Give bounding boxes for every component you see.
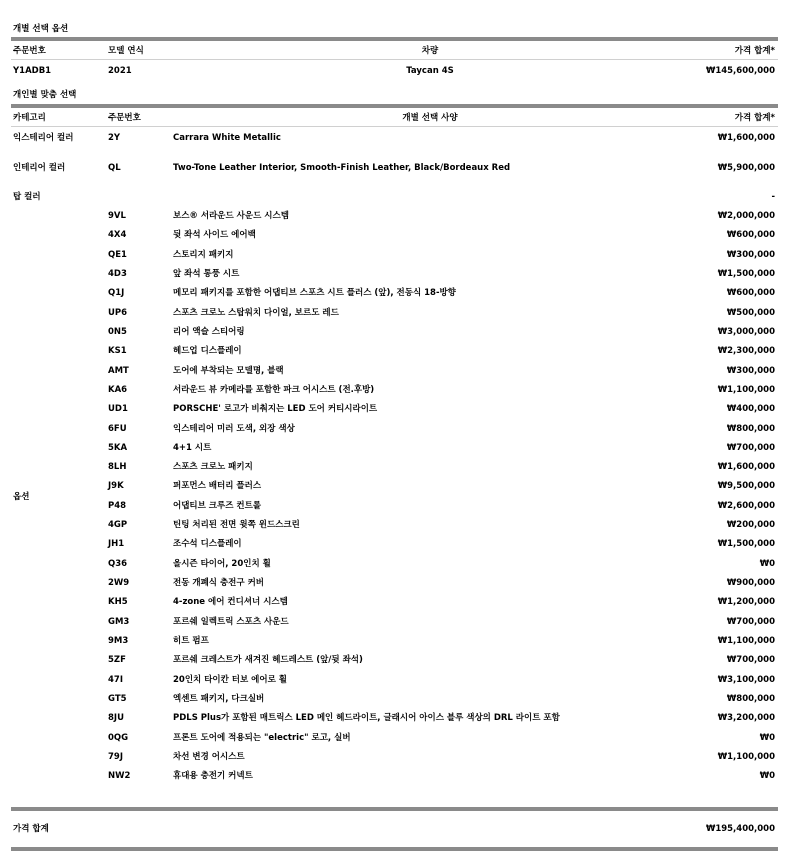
option-price: ₩3,200,000 xyxy=(717,713,775,723)
option-description: 메모리 패키지를 포함한 어댑티브 스포츠 시트 플러스 (앞), 전동식 18-방향 xyxy=(173,288,456,298)
grand-total-label: 가격 합계 xyxy=(13,824,49,834)
option-price: ₩400,000 xyxy=(726,404,775,414)
section-title-personal-choice: 개인별 맞춤 선택 xyxy=(13,90,77,100)
category-options: 옵션 xyxy=(13,492,30,502)
option-price: ₩1,600,000 xyxy=(717,462,775,472)
grand-total-value: ₩195,400,000 xyxy=(705,824,775,834)
option-row xyxy=(0,616,800,635)
option-price: ₩500,000 xyxy=(726,308,775,318)
header-order-no: 주문번호 xyxy=(108,113,141,123)
option-description: 도어에 부착되는 모델명, 블랙 xyxy=(173,366,284,376)
option-description: 서라운드 뷰 카메라를 포함한 파크 어시스트 (전.후방) xyxy=(173,385,375,395)
option-code: 5ZF xyxy=(108,655,126,665)
header-vehicle: 차량 xyxy=(421,46,439,56)
option-description: 조수석 디스플레이 xyxy=(173,539,242,549)
option-price: ₩800,000 xyxy=(726,424,775,434)
option-row xyxy=(0,538,800,557)
option-price: ₩1,200,000 xyxy=(717,597,775,607)
option-code: QE1 xyxy=(108,250,127,260)
option-code: UD1 xyxy=(108,404,128,414)
header-option: 개별 선택 사양 xyxy=(402,113,458,123)
option-code: GT5 xyxy=(108,694,127,704)
option-description: 퍼포먼스 배터리 플러스 xyxy=(173,481,262,491)
option-code: 4X4 xyxy=(108,230,127,240)
option-row xyxy=(0,210,800,229)
option-row xyxy=(0,345,800,364)
option-price: ₩0 xyxy=(759,733,775,743)
option-code: Q1J xyxy=(108,288,125,298)
option-row xyxy=(0,268,800,287)
option-description: 휴대용 충전기 커넥트 xyxy=(173,771,253,781)
option-row xyxy=(0,229,800,248)
option-code: 9M3 xyxy=(108,636,129,646)
option-code: GM3 xyxy=(108,617,130,627)
option-code: J9K xyxy=(108,481,124,491)
option-row xyxy=(0,693,800,712)
option-price: ₩600,000 xyxy=(726,230,775,240)
option-price: ₩900,000 xyxy=(726,578,775,588)
option-description: 차선 변경 어시스트 xyxy=(173,752,245,762)
option-price: ₩1,600,000 xyxy=(717,133,775,143)
header-order-no: 주문번호 xyxy=(13,46,46,56)
model-year: 2021 xyxy=(108,66,132,76)
header-total: 가격 합계* xyxy=(734,113,775,123)
option-description: Two-Tone Leather Interior, Smooth-Finish Leather, Black/Bordeaux Red xyxy=(173,163,511,173)
option-description: 스토리지 패키지 xyxy=(173,250,234,260)
option-price: ₩3,100,000 xyxy=(717,675,775,685)
option-row xyxy=(0,307,800,326)
option-row xyxy=(0,519,800,538)
option-row xyxy=(0,751,800,770)
option-description: 앞 좌석 통풍 시트 xyxy=(173,269,240,279)
option-price: ₩300,000 xyxy=(726,366,775,376)
option-price: ₩300,000 xyxy=(726,250,775,260)
option-code: JH1 xyxy=(108,539,125,549)
option-row xyxy=(0,732,800,751)
option-description: 4+1 시트 xyxy=(173,443,212,453)
option-row xyxy=(0,712,800,731)
option-row xyxy=(0,384,800,403)
option-price: ₩800,000 xyxy=(726,694,775,704)
option-code: NW2 xyxy=(108,771,131,781)
option-row xyxy=(0,558,800,577)
option-price: ₩600,000 xyxy=(726,288,775,298)
option-description: 헤드업 디스플레이 xyxy=(173,346,242,356)
option-code: 0QG xyxy=(108,733,129,743)
option-description: 어댑티브 크루즈 컨트롤 xyxy=(173,501,262,511)
option-code: QL xyxy=(108,163,121,173)
option-row xyxy=(0,770,800,789)
option-price: ₩2,600,000 xyxy=(717,501,775,511)
option-row xyxy=(0,635,800,654)
option-price: ₩1,100,000 xyxy=(717,385,775,395)
option-row xyxy=(0,461,800,480)
option-code: 8LH xyxy=(108,462,127,472)
option-code: P48 xyxy=(108,501,127,511)
option-price: ₩2,000,000 xyxy=(717,211,775,221)
option-code: UP6 xyxy=(108,308,128,318)
option-code: 5KA xyxy=(108,443,128,453)
option-code: KA6 xyxy=(108,385,128,395)
option-price: ₩2,300,000 xyxy=(717,346,775,356)
option-code: AMT xyxy=(108,366,129,376)
option-price: ₩1,100,000 xyxy=(717,752,775,762)
option-code: KH5 xyxy=(108,597,128,607)
option-price: ₩700,000 xyxy=(726,443,775,453)
option-description: 보스® 서라운드 사운드 시스템 xyxy=(173,211,289,221)
option-price: ₩5,900,000 xyxy=(717,163,775,173)
option-description: 히트 펌프 xyxy=(173,636,209,646)
option-code: 79J xyxy=(108,752,123,762)
option-description: 20인치 타이칸 터보 에어로 휠 xyxy=(173,675,287,685)
option-code: 2Y xyxy=(108,133,121,143)
option-price: ₩1,100,000 xyxy=(717,636,775,646)
vehicle-name: Taycan 4S xyxy=(406,66,454,76)
vehicle-price: ₩145,600,000 xyxy=(705,66,775,76)
option-row xyxy=(0,577,800,596)
option-price: ₩700,000 xyxy=(726,617,775,627)
option-code: Q36 xyxy=(108,559,128,569)
option-row xyxy=(0,403,800,422)
option-description: Carrara White Metallic xyxy=(173,133,281,143)
option-row xyxy=(0,249,800,268)
option-description: 포르쉐 크레스트가 새겨진 헤드레스트 (앞/뒷 좌석) xyxy=(173,655,363,665)
option-description: 올시즌 타이어, 20인치 휠 xyxy=(173,559,271,569)
option-price: ₩0 xyxy=(759,559,775,569)
total-divider-top xyxy=(11,807,778,811)
option-description: 프론트 도어에 적용되는 "electric" 로고, 실버 xyxy=(173,733,351,743)
option-row xyxy=(0,500,800,519)
option-row xyxy=(0,596,800,615)
option-price: ₩0 xyxy=(759,771,775,781)
header-total: 가격 합계* xyxy=(734,46,775,56)
option-description: 전동 개폐식 충전구 커버 xyxy=(173,578,264,588)
section-divider xyxy=(11,104,778,108)
option-price: - xyxy=(771,192,775,202)
option-description: 엑센트 패키지, 다크실버 xyxy=(173,694,265,704)
row-divider xyxy=(11,59,778,60)
option-description: 리어 액슬 스티어링 xyxy=(173,327,245,337)
option-code: 6FU xyxy=(108,424,127,434)
option-code: 9VL xyxy=(108,211,126,221)
option-price: ₩1,500,000 xyxy=(717,269,775,279)
option-row xyxy=(0,365,800,384)
option-description: 스포츠 크로노 패키지 xyxy=(173,462,253,472)
option-code: 4GP xyxy=(108,520,128,530)
option-description: 뒷 좌석 사이드 에어백 xyxy=(173,230,256,240)
option-code: 8JU xyxy=(108,713,124,723)
option-row xyxy=(0,326,800,345)
option-price: ₩9,500,000 xyxy=(717,481,775,491)
header-model-year: 모델 연식 xyxy=(108,46,144,56)
option-description: 포르쉐 일렉트릭 스포츠 사운드 xyxy=(173,617,289,627)
option-row xyxy=(0,654,800,673)
header-category: 카테고리 xyxy=(13,113,46,123)
option-description: 4-zone 에어 컨디셔너 시스템 xyxy=(173,597,288,607)
option-code: 2W9 xyxy=(108,578,130,588)
option-price: ₩1,500,000 xyxy=(717,539,775,549)
option-code: 47I xyxy=(108,675,123,685)
category-interior-color: 인테리어 컬러 xyxy=(13,163,66,173)
option-code: 0N5 xyxy=(108,327,127,337)
option-price: ₩3,000,000 xyxy=(717,327,775,337)
option-description: PDLS Plus가 포함된 매트릭스 LED 메인 헤드라이트, 글래시어 아이스 블루 색상의 DRL 라이트 포함 xyxy=(173,713,560,723)
option-row xyxy=(0,480,800,499)
section-title-individual-options: 개별 선택 옵션 xyxy=(13,24,69,34)
option-description: PORSCHE' 로고가 비춰지는 LED 도어 커티시라이트 xyxy=(173,404,378,414)
option-code: 4D3 xyxy=(108,269,127,279)
category-top-color: 탑 컬러 xyxy=(13,192,41,202)
row-divider xyxy=(11,126,778,127)
category-exterior-color: 익스테리어 컬러 xyxy=(13,133,74,143)
option-row xyxy=(0,442,800,461)
option-description: 틴팅 처리된 전면 윗쪽 윈드스크린 xyxy=(173,520,300,530)
option-code: KS1 xyxy=(108,346,127,356)
section-divider xyxy=(11,37,778,41)
option-description: 익스테리어 미러 도색, 외장 색상 xyxy=(173,424,295,434)
option-row xyxy=(0,287,800,306)
total-divider-bottom xyxy=(11,847,778,851)
option-row xyxy=(0,674,800,693)
option-price: ₩700,000 xyxy=(726,655,775,665)
option-row xyxy=(0,423,800,442)
option-price: ₩200,000 xyxy=(726,520,775,530)
option-description: 스포츠 크로노 스탑워치 다이얼, 보르도 레드 xyxy=(173,308,339,318)
order-number: Y1ADB1 xyxy=(13,66,52,76)
